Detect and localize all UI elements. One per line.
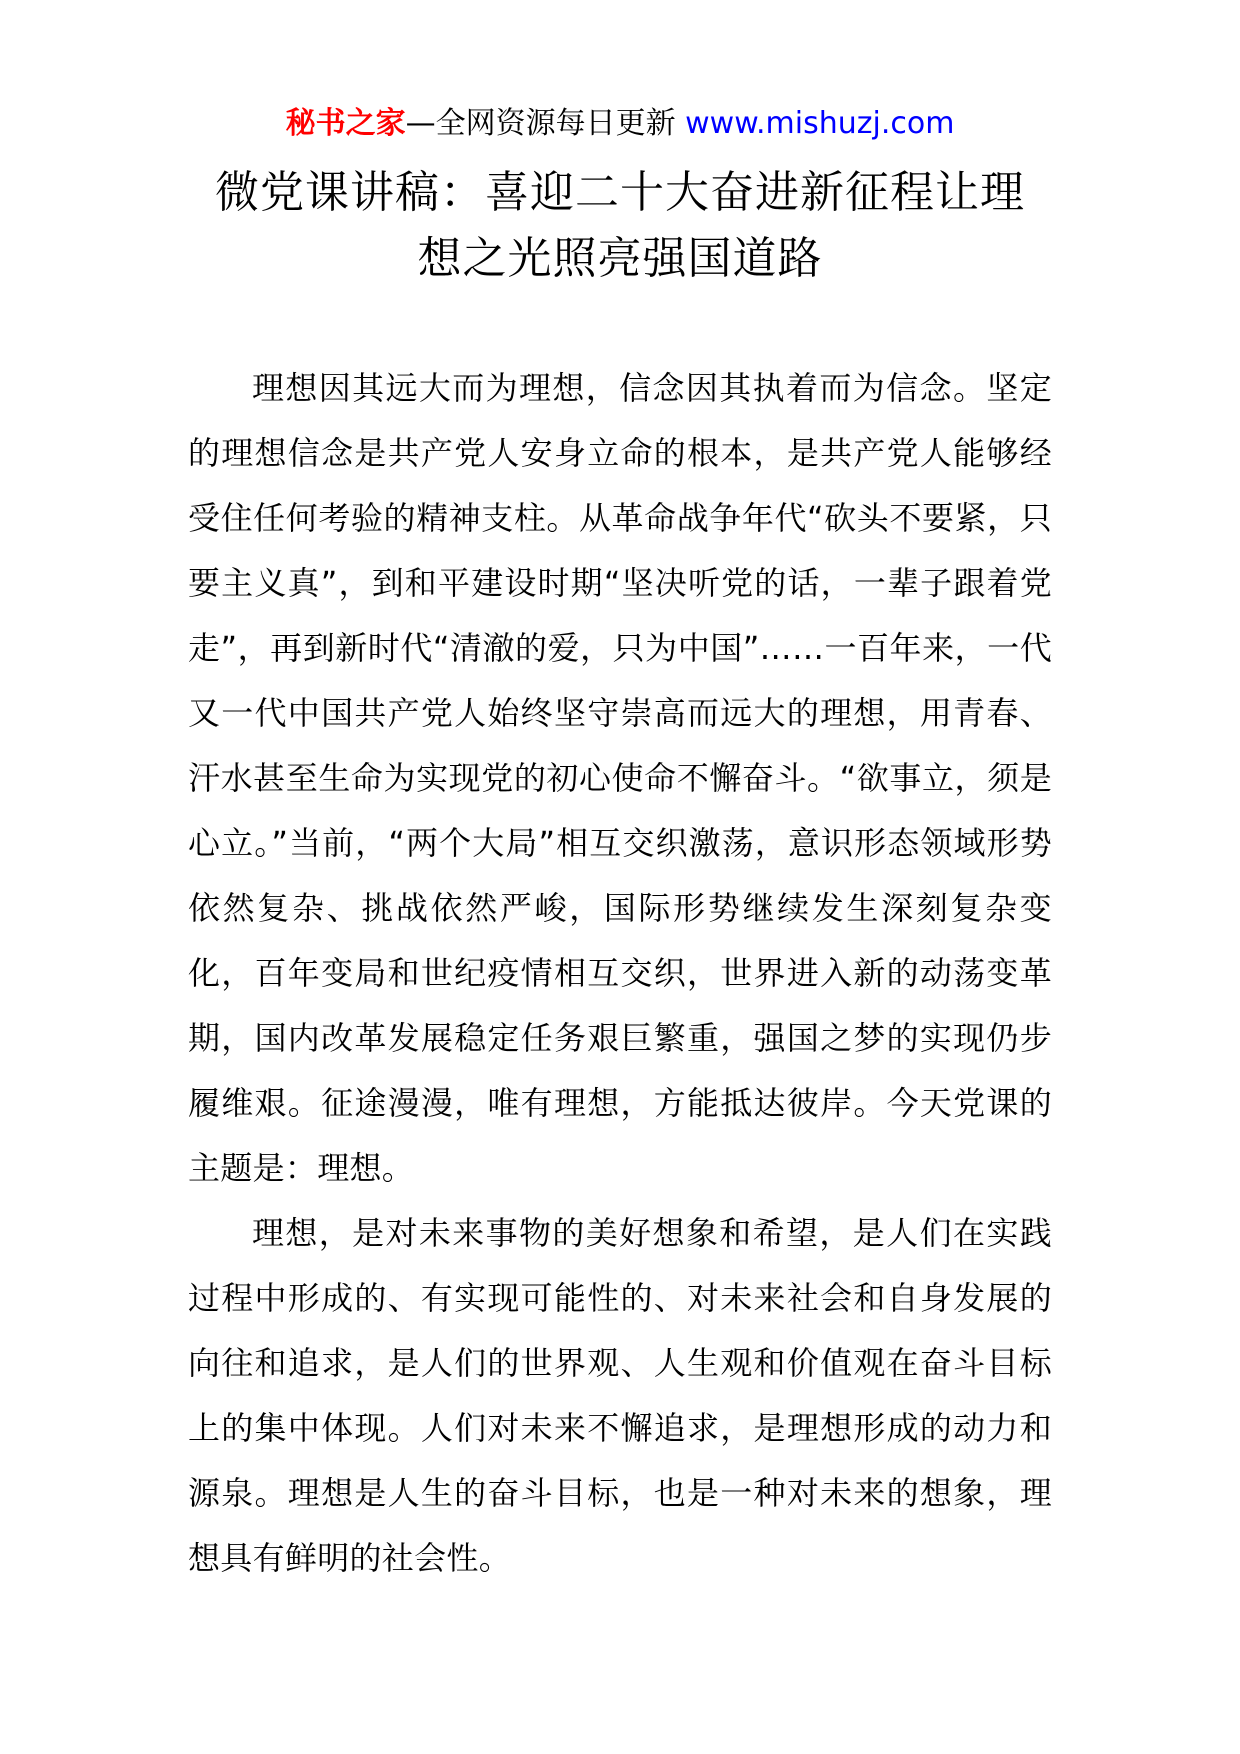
header-tagline: —全网资源每日更新 bbox=[405, 106, 676, 141]
site-url-link[interactable]: www.mishuzj.com bbox=[685, 106, 955, 141]
title-line-2: 想之光照亮强国道路 bbox=[417, 233, 823, 284]
paragraph-intro: 理想因其远大而为理想，信念因其执着而为信念。坚定的理想信念是共产党人安身立命的根本，是共产党人能够经受住任何考验的精神支柱。从革命战争年代“砍头不要紧，只要主义真”，到和平建设时期“坚决听党的话，一辈子跟着党走”，再到新时代“清澈的爱，只为中国”……一百年来，一代又一代中国共产党人始终坚守崇高而远大的理想，用青春、汗水甚至生命为实现党的初心使命不懈奋斗。“欲事立，须是心立。”当前，“两个大局”相互交织激荡，意识形态领域形势依然复杂、挑战依然严峻，国际形势继续发生深刻复杂变化，百年变局和世纪疫情相互交织，世界进入新的动荡变革期，国内改革发展稳定任务艰巨繁重，强国之梦的实现仍步履维艰。征途漫漫，唯有理想，方能抵达彼岸。今天党课的主题是：理想。 bbox=[188, 369, 1052, 1187]
page-title bbox=[190, 160, 1050, 292]
site-header bbox=[0, 104, 1240, 144]
document-body bbox=[188, 356, 1052, 1591]
title-line-1: 微党课讲稿：喜迎二十大奋进新征程让理 bbox=[215, 167, 1025, 218]
brand-name: 秘书之家 bbox=[285, 106, 406, 141]
paragraph-definition: 理想，是对未来事物的美好想象和希望，是人们在实践过程中形成的、有实现可能性的、对未来社会和自身发展的向往和追求，是人们的世界观、人生观和价值观在奋斗目标上的集中体现。人们对未来不懈追求，是理想形成的动力和源泉。理想是人生的奋斗目标，也是一种对未来的想象，理想具有鲜明的社会性。 bbox=[188, 1214, 1052, 1577]
